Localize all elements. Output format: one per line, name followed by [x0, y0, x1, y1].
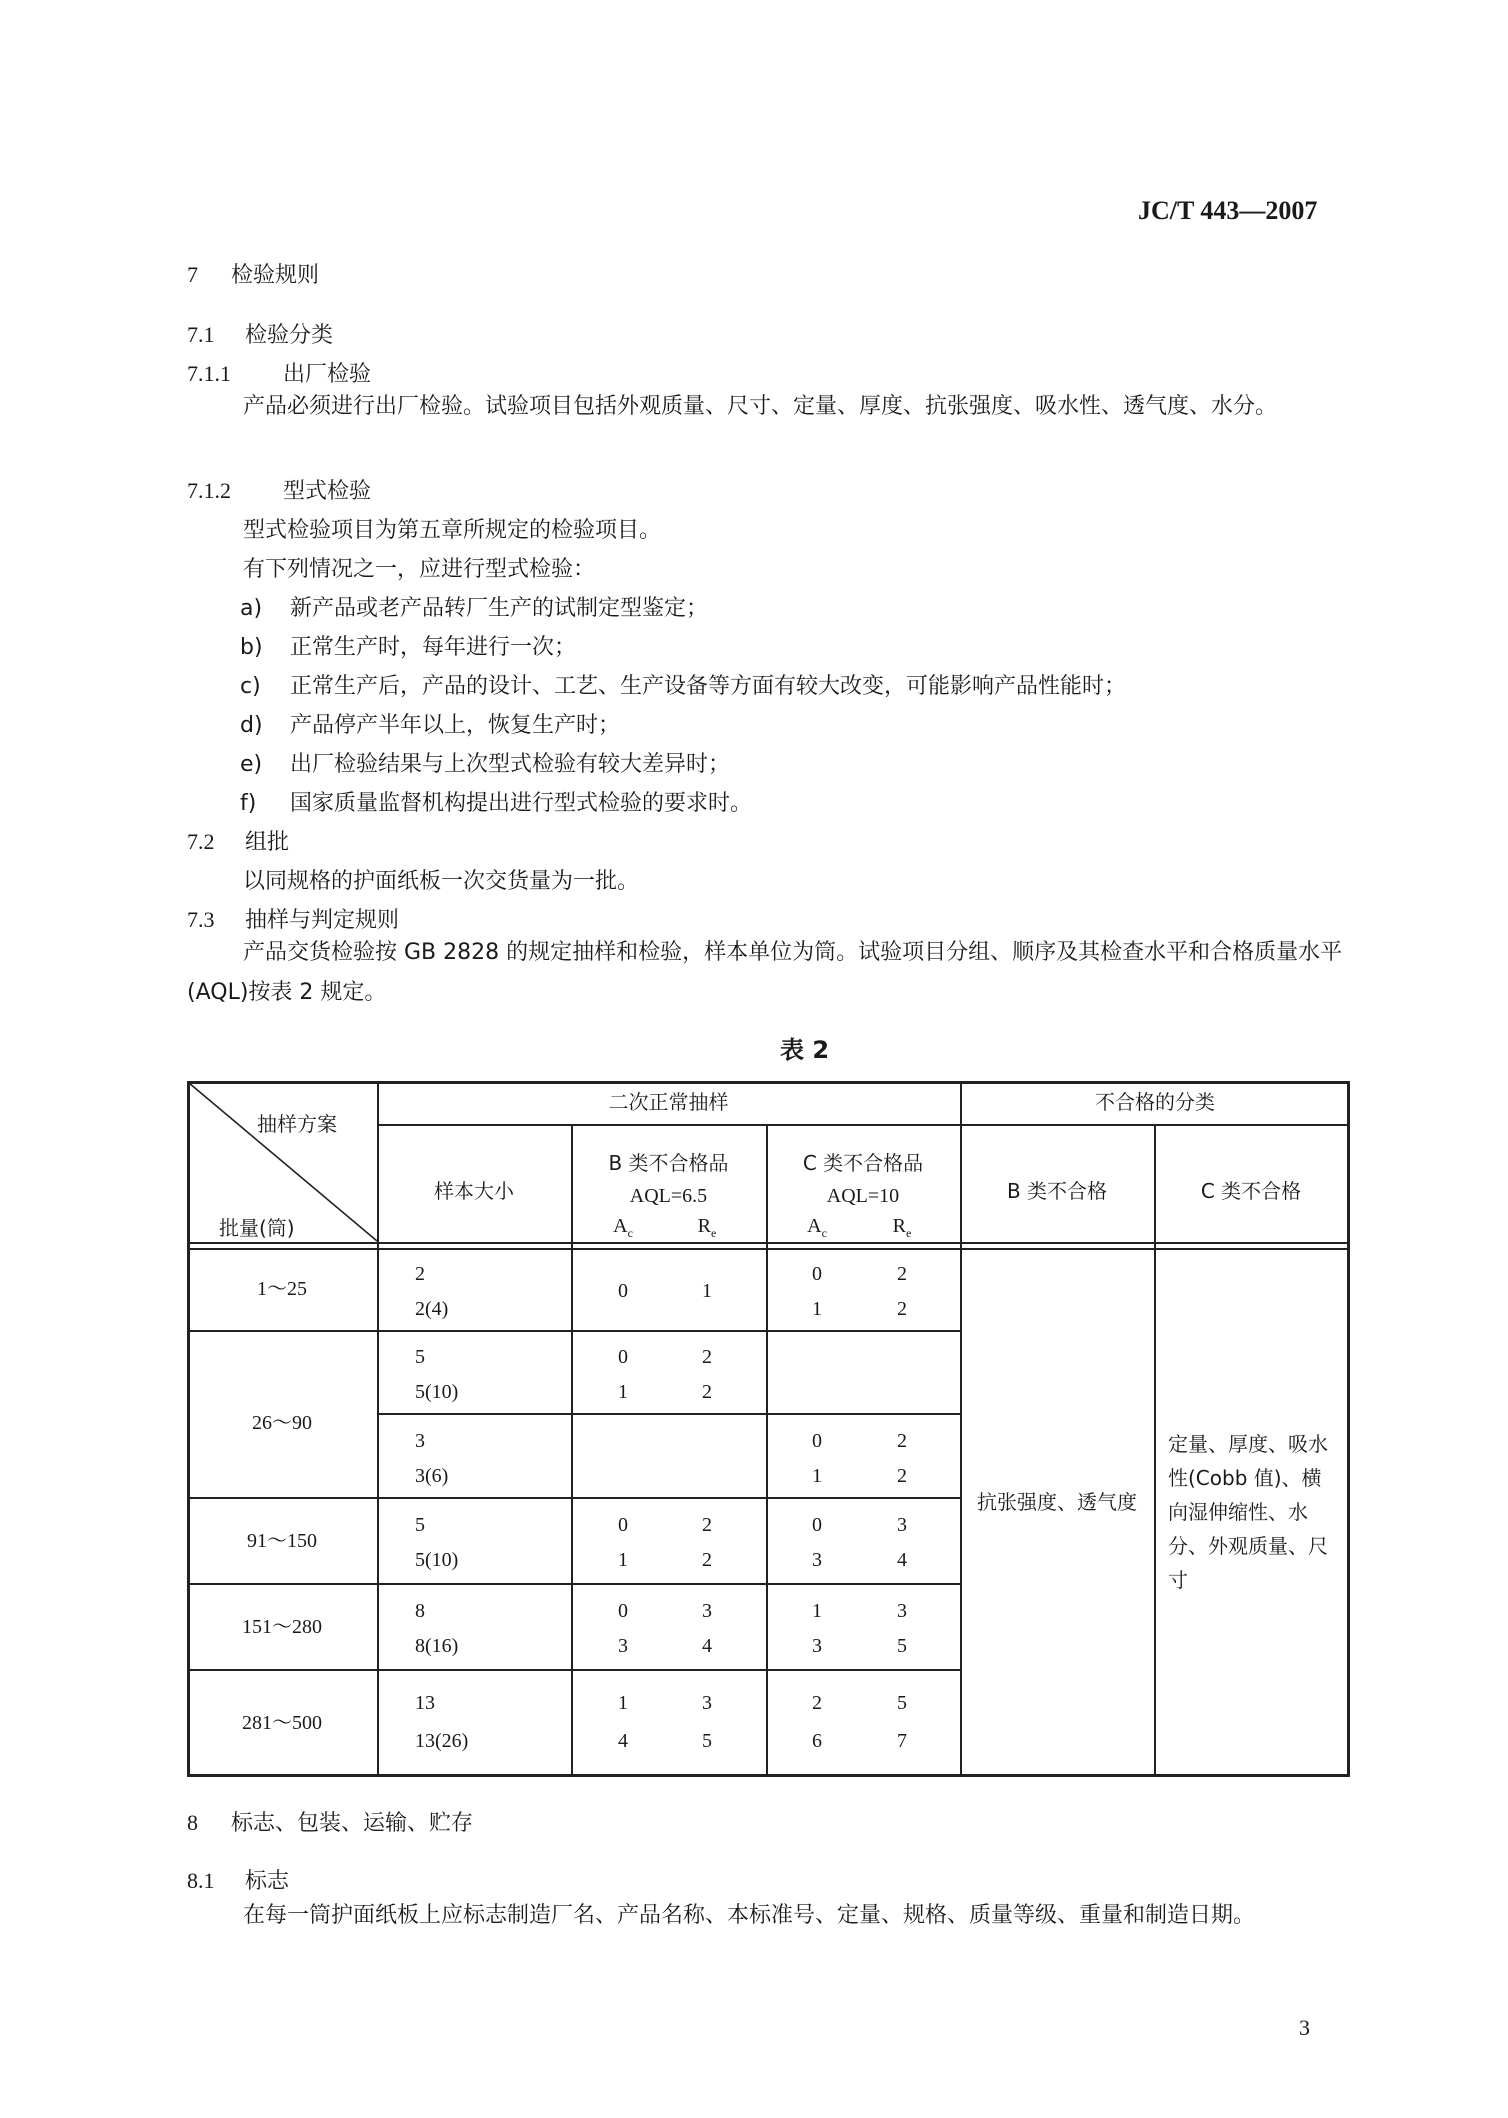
sample-size-header: 样本大小 [434, 1179, 514, 1203]
section-7-1-2-heading: 7.1.2 型式检验 [187, 478, 372, 504]
table-cell: 2 [415, 1263, 425, 1285]
table-cell: 2 [897, 1465, 907, 1487]
group-classification-header: 不合格的分类 [1095, 1090, 1215, 1114]
table-cell: 3 [415, 1430, 425, 1452]
list-item: d) 产品停产半年以上，恢复生产时； [240, 713, 621, 738]
table-cell: 5 [702, 1730, 712, 1752]
table-cell: 8 [415, 1600, 425, 1622]
section-7-2-heading: 7.2 组批 [187, 829, 290, 855]
section-8-1-text: 在每一筒护面纸板上应标志制造厂名、产品名称、本标准号、定量、规格、质量等级、重量和制造日期。 [243, 1903, 1256, 1928]
table-cell: 2 [702, 1381, 712, 1403]
table-cell: 4 [897, 1549, 907, 1571]
b-class-items: 抗张强度、透气度 [977, 1490, 1137, 1514]
table-cell: 2 [897, 1263, 907, 1285]
table-cell: 6 [812, 1730, 822, 1752]
table-cell: 3 [897, 1600, 907, 1622]
table-cell: 5(10) [415, 1549, 459, 1571]
table-row-lot: 151～280 [242, 1616, 322, 1638]
b-class-header: B 类不合格 [1006, 1179, 1108, 1203]
table-cell: 2 [897, 1298, 907, 1320]
list-item: f) 国家质量监督机构提出进行型式检验的要求时。 [240, 791, 753, 816]
table-cell: 1 [812, 1600, 822, 1622]
section-8-1-heading: 8.1 标志 [187, 1868, 290, 1894]
list-item: a) 新产品或老产品转厂生产的试制定型鉴定； [240, 596, 709, 621]
group-sampling-header: 二次正常抽样 [608, 1090, 729, 1114]
table-cell: 1 [618, 1381, 628, 1403]
section-7-1-2-text-1: 型式检验项目为第五章所规定的检验项目。 [243, 518, 662, 543]
section-7-heading: 7 检验规则 [187, 262, 320, 288]
table-cell: 4 [702, 1635, 712, 1657]
list-item: c) 正常生产后，产品的设计、工艺、生产设备等方面有较大改变，可能影响产品性能时； [240, 674, 1127, 699]
section-7-1-1-heading: 7.1.1 出厂检验 [187, 361, 372, 387]
section-7-2-text: 以同规格的护面纸板一次交货量为一批。 [243, 869, 640, 894]
table-row-lot: 26～90 [252, 1412, 312, 1434]
table-row-lot: 1～25 [257, 1278, 307, 1300]
table-cell: 7 [897, 1730, 907, 1752]
table-cell: 5 [415, 1514, 425, 1536]
standard-code: JC/T 443—2007 [1138, 196, 1318, 225]
b-re-header: $R_e$ [697, 1215, 717, 1240]
b-ac-header: $A_c$ [613, 1215, 633, 1240]
table-cell: 3 [812, 1635, 822, 1657]
table-cell: 2 [812, 1692, 822, 1714]
c-ac-header: $A_c$ [807, 1215, 827, 1240]
c-aql-header: AQL=10 [826, 1185, 900, 1207]
table-cell: 5 [897, 1692, 907, 1714]
b-defect-header: B 类不合格品 [608, 1151, 729, 1175]
table-cell: 13 [415, 1692, 435, 1714]
table-cell: 3(6) [415, 1465, 449, 1487]
corner-bottom-label: 批量(筒) [219, 1216, 295, 1240]
table-cell: 1 [618, 1549, 628, 1571]
table-cell: 1 [812, 1465, 822, 1487]
table-row-lot: 281～500 [242, 1712, 322, 1734]
table-cell: 2 [897, 1430, 907, 1452]
table-cell: 2 [702, 1549, 712, 1571]
table-cell: 3 [618, 1635, 628, 1657]
table-cell: 0 [618, 1514, 628, 1536]
b-aql-header: AQL=6.5 [629, 1185, 708, 1207]
sampling-table [187, 1081, 1350, 1777]
section-7-1-2-text-2: 有下列情况之一，应进行型式检验： [243, 557, 596, 582]
table-cell: 3 [897, 1514, 907, 1536]
c-class-items: 定量、厚度、吸水性(Cobb 值)、横向湿伸缩性、水分、外观质量、尺寸 [1168, 1432, 1328, 1592]
table-cell: 3 [702, 1692, 712, 1714]
table-cell: 13(26) [415, 1730, 469, 1752]
table-cell: 8(16) [415, 1635, 459, 1657]
table-row-lot: 91～150 [247, 1530, 317, 1552]
table-cell: 5 [897, 1635, 907, 1657]
table-cell: 1 [618, 1692, 628, 1714]
table-cell: 2 [702, 1346, 712, 1368]
table-cell: 0 [618, 1346, 628, 1368]
c-re-header: $R_e$ [892, 1215, 912, 1240]
table-cell: 3 [812, 1549, 822, 1571]
table-cell: 4 [618, 1730, 628, 1752]
section-7-3-heading: 7.3 抽样与判定规则 [187, 907, 400, 933]
table-cell: 2 [702, 1514, 712, 1536]
c-defect-header: C 类不合格品 [802, 1151, 924, 1175]
table-cell: 2(4) [415, 1298, 449, 1320]
page-number: 3 [1299, 2015, 1310, 2040]
table-cell: 5(10) [415, 1381, 459, 1403]
table-cell: 0 [812, 1514, 822, 1536]
c-class-header: C 类不合格 [1200, 1179, 1302, 1203]
table-cell: 0 [812, 1430, 822, 1452]
table-cell: 1 [702, 1280, 712, 1302]
table-cell: 5 [415, 1346, 425, 1368]
table-cell: 0 [618, 1280, 628, 1302]
table-cell: 0 [812, 1263, 822, 1285]
list-item: b) 正常生产时，每年进行一次； [240, 635, 577, 660]
table-cell: 1 [812, 1298, 822, 1320]
table-caption: 表 2 [780, 1036, 830, 1064]
section-7-1-heading: 7.1 检验分类 [187, 322, 334, 348]
section-8-heading: 8 标志、包装、运输、贮存 [187, 1810, 474, 1836]
table-cell: 0 [618, 1600, 628, 1622]
section-7-1-1-text: 产品必须进行出厂检验。试验项目包括外观质量、尺寸、定量、厚度、抗张强度、吸水性、透气度、水分。 [243, 394, 1278, 419]
list-item: e) 出厂检验结果与上次型式检验有较大差异时； [240, 752, 731, 777]
table-cell: 3 [702, 1600, 712, 1622]
section-7-3-text: 产品交货检验按 GB 2828 的规定抽样和检验，样本单位为筒。试验项目分组、顺序及其检查水平和合格质量水平(AQL)按表 2 规定。 [187, 940, 1343, 1005]
corner-top-label: 抽样方案 [257, 1112, 337, 1136]
